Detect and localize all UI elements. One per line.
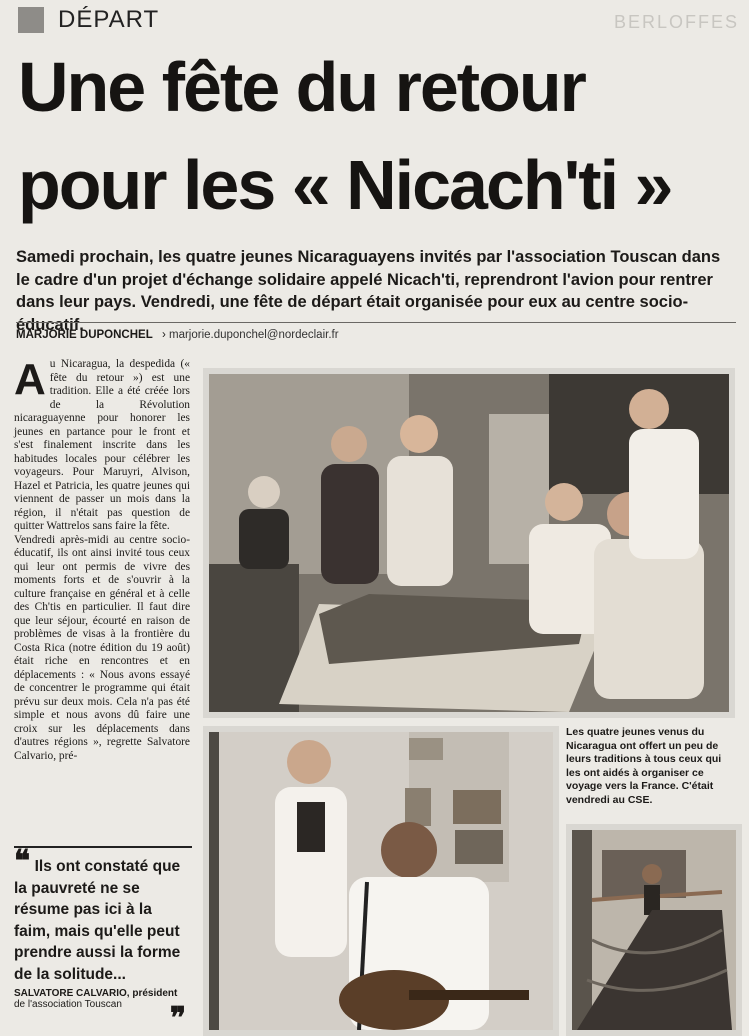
close-quote-icon: ❞ bbox=[169, 1002, 186, 1035]
section-square-icon bbox=[18, 7, 44, 33]
bleed-through-text: BERLOFFES bbox=[613, 12, 739, 32]
headline-line-2: pour les « Nicach'ti » bbox=[18, 146, 672, 224]
drop-cap: A bbox=[14, 355, 46, 404]
pull-quote-author: SALVATORE CALVARIO, président bbox=[14, 988, 178, 999]
byline bbox=[16, 322, 736, 341]
open-quote-icon: ❝ bbox=[14, 845, 31, 878]
byline-email[interactable]: marjorie.duponchel@nordeclair.fr bbox=[168, 329, 339, 341]
pull-quote-text: Ils ont constaté que la pauvreté ne se résume pas ici à la faim, mais qu'elle peut prendre aussi la forme de la solitude... bbox=[14, 858, 181, 983]
headline bbox=[18, 38, 738, 234]
section-label: DÉPART bbox=[58, 6, 160, 33]
pull-quote-role: de l'association Touscan bbox=[14, 999, 122, 1010]
photo-singer-guitar bbox=[203, 726, 559, 1036]
lead-paragraph: Samedi prochain, les quatre jeunes Nicaraguayens invités par l'association Touscan dans le cadre d'un projet d'échange solidaire appelé Nicach'ti, reprendront l'avion pour rentrer dans leur pays. Vendredi, une fête de départ était organisée pour eux au centre socio-éducatif. bbox=[16, 248, 721, 334]
article-paragraph-2: Vendredi après-midi au centre socio-éducatif, ils ont ainsi invité tous ceux qui leur ont permis de vivre des moments forts et de s'ouvrir à la culture française en général et à celle des Ch'tis en particulier. Il faut dire que leur séjour, écourté en raison de problèmes de visas à la frontière du Costa Rica (notre édition du 19 août) était riche en rencontres et en déplacements : « Nous avons essayé de concentrer le programme qui était prévu sur deux mois. Cela n'a pas été simple et nous avons dû faire une croix sur les déplacements dans d'autres régions », regrette Salvatore Calvario, pré- bbox=[14, 533, 190, 762]
photo-dancer bbox=[566, 824, 742, 1036]
article-body bbox=[14, 355, 190, 763]
photo-group-table-image bbox=[209, 374, 729, 712]
section-tag bbox=[18, 6, 159, 34]
headline-line-1: Une fête du retour bbox=[18, 48, 585, 126]
byline-arrow-icon: › bbox=[161, 329, 166, 341]
byline-author: MARJORIE DUPONCHEL bbox=[16, 329, 153, 341]
pull-quote bbox=[14, 845, 192, 1035]
photo-caption: Les quatre jeunes venus du Nicaragua ont offert un peu de leurs traditions à tous ceux qui les ont aidés à organiser ce voyage vers la France. C'était vendredi au CSE. bbox=[566, 726, 722, 806]
photo-group-table bbox=[203, 368, 735, 718]
article-paragraph-1: u Nicaragua, la despedida (« fête du retour ») est une tradition. Elle a été créée lors de la Révolution nicaraguayenne pour honorer les jeunes en partance pour le front et s'est finalement inscrite dans les habitudes locales pour célébrer les voyageurs. Pour Maruyri, Alvison, Hazel et Patricia, les quatre jeunes qui viennent de passer un mois dans la région, il n'était pas question de quitter Wattrelos sans faire la fête. bbox=[14, 358, 190, 532]
photo-singer-guitar-image bbox=[209, 732, 553, 1030]
photo-dancer-image bbox=[572, 830, 736, 1030]
